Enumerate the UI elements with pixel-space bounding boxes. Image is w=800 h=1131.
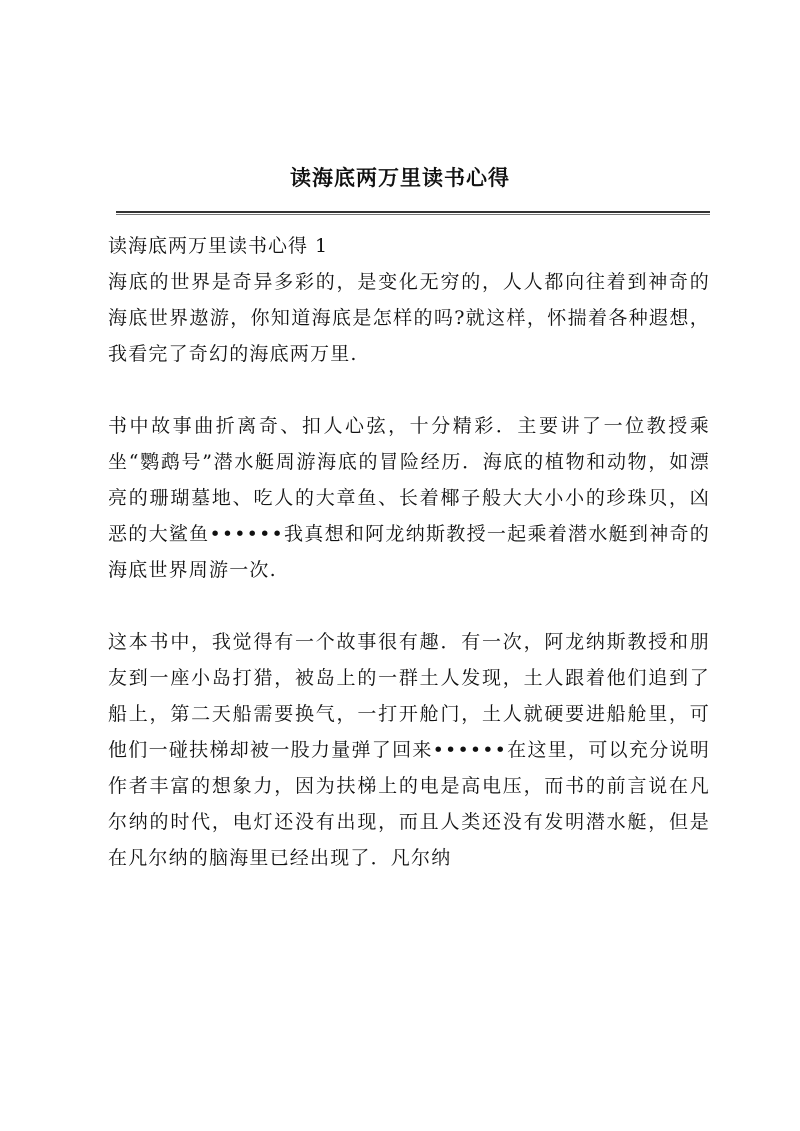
paragraph-1: 海底的世界是奇异多彩的，是变化无穷的，人人都向往着到神奇的海底世界遨游，你知道海底是怎样的吗?就这样，怀揣着各种遐想，我看完了奇幻的海底两万里. bbox=[108, 271, 710, 365]
document-body bbox=[108, 228, 710, 876]
title-divider bbox=[116, 211, 710, 215]
section-heading: 读海底两万里读书心得 1 bbox=[108, 235, 329, 257]
page-title: 读海底两万里读书心得 bbox=[290, 165, 510, 190]
paragraph-2: 书中故事曲折离奇、扣人心弦，十分精彩．主要讲了一位教授乘坐“鹦鹉号”潜水艇周游海底的冒险经历．海底的植物和动物，如漂亮的珊瑚墓地、吃人的大章鱼、长着椰子般大大小小的珍珠贝，凶恶的大鲨鱼••••••我真想和阿龙纳斯教授一起乘着潜水艇到神奇的海底世界周游一次. bbox=[108, 415, 710, 581]
paragraph-3: 这本书中，我觉得有一个故事很有趣．有一次，阿龙纳斯教授和朋友到一座小岛打猎，被岛上的一群土人发现，土人跟着他们追到了船上，第二天船需要换气，一打开舱门，土人就硬要进船舱里，可他们一碰扶梯却被一股力量弹了回来••••••在这里，可以充分说明作者丰富的想象力，因为扶梯上的电是高电压，而书的前言说在凡尔纳的时代，电灯还没有出现，而且人类还没有发明潜水艇，但是在凡尔纳的脑海里已经出现了．凡尔纳 bbox=[108, 631, 710, 869]
